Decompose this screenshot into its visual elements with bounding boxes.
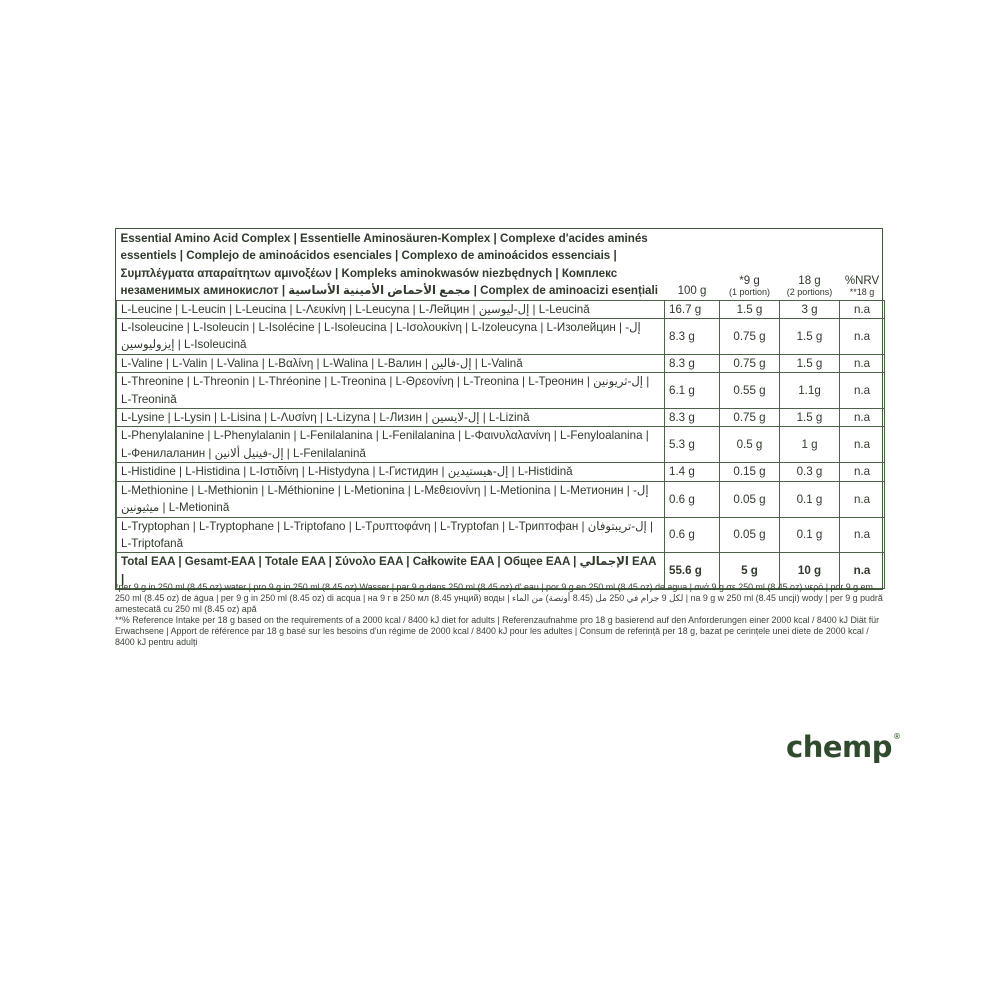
table-row — [117, 354, 885, 372]
table-row — [117, 319, 885, 355]
value-nrv: n.a — [840, 409, 885, 427]
table-row — [117, 427, 885, 463]
value-100g: 6.1 g — [665, 373, 720, 409]
header-100g: 100 g — [677, 284, 707, 297]
table-header-row — [117, 229, 885, 300]
value-100g: 5.3 g — [665, 427, 720, 463]
value-18g: 1.5 g — [780, 409, 840, 427]
amino-name: L-Threonine | L-Threonin | L-Thréonine | L-Treonina | L-Θρεονίνη | L-Treonina | L-Треонин | إل-ثريونين | L-Treonină — [117, 373, 665, 409]
total-9g: 5 g — [720, 553, 780, 589]
amino-name: L-Leucine | L-Leucin | L-Leucina | L-Λευκίνη | L-Leucyna | L-Лейцин | إل-ليوسين | L-Leucină — [117, 300, 665, 318]
value-9g: 0.05 g — [720, 481, 780, 517]
value-9g: 0.5 g — [720, 427, 780, 463]
table-row — [117, 373, 885, 409]
value-nrv: n.a — [840, 427, 885, 463]
value-nrv: n.a — [840, 463, 885, 481]
value-nrv: n.a — [840, 481, 885, 517]
value-18g: 0.1 g — [780, 481, 840, 517]
value-100g: 8.3 g — [665, 354, 720, 372]
table-row — [117, 409, 885, 427]
total-18g: 10 g — [780, 553, 840, 589]
value-18g: 0.1 g — [780, 517, 840, 553]
value-18g: 1.5 g — [780, 319, 840, 355]
header-9g: *9 g (1 portion) — [728, 274, 771, 297]
amino-name: L-Valine | L-Valin | L-Valina | L-Βαλίνη | L-Walina | L-Валин | إل-فالين | L-Valină — [117, 354, 665, 372]
table-row — [117, 300, 885, 318]
registered-mark: ® — [892, 732, 901, 741]
value-18g: 1 g — [780, 427, 840, 463]
value-9g: 0.15 g — [720, 463, 780, 481]
header-18g: 18 g (2 portions) — [786, 274, 833, 297]
table-row — [117, 481, 885, 517]
footnote-portion: *per 9 g in 250 ml (8.45 oz) water | pro 9 g in 250 ml (8.45 oz) Wasser | par 9 g dans 250 ml (8.45 oz) d' eau | por 9 g en 250 ml (8.45 oz) de agua | ανά 9 g σε 250 ml (8.45 oz) νερό | por 9 g em 250 ml (8.45 oz) de água | per 9 g in 250 ml (8.45 oz) di acqua | на 9 г в 250 мл (8.45 унций) воды | لكل 9 جرام في 250 مل (8.45 أونصة) من الماء | na 9 g w 250 ml (8.45 uncji) wody | per 9 g pudră amestecată cu 250 ml (8.45 oz) apă — [115, 582, 883, 614]
amino-name: L-Tryptophan | L-Tryptophane | L-Triptofano | L-Τρυπτοφάνη | L-Tryptofan | L-Триптофан | إل-تريبتوفان | L-Triptofană — [117, 517, 665, 553]
brand-logo-text: chemp — [786, 730, 892, 764]
header-nrv: %NRV **18 g — [844, 274, 880, 297]
value-9g: 0.75 g — [720, 319, 780, 355]
value-nrv: n.a — [840, 373, 885, 409]
amino-name: L-Histidine | L-Histidina | L-Ιστιδίνη | L-Histydyna | L-Гистидин | إل-هيستيدين | L-Histidină — [117, 463, 665, 481]
amino-acid-table — [116, 229, 885, 589]
value-18g: 3 g — [780, 300, 840, 318]
value-9g: 0.05 g — [720, 517, 780, 553]
value-9g: 0.75 g — [720, 409, 780, 427]
value-18g: 1.1g — [780, 373, 840, 409]
value-100g: 0.6 g — [665, 517, 720, 553]
value-100g: 8.3 g — [665, 319, 720, 355]
value-9g: 1.5 g — [720, 300, 780, 318]
amino-acid-table-panel — [115, 228, 883, 590]
amino-name: L-Lysine | L-Lysin | L-Lisina | L-Λυσίνη | L-Lizyna | L-Лизин | إل-لايسين | L-Lizină — [117, 409, 665, 427]
value-nrv: n.a — [840, 319, 885, 355]
table-title: Essential Amino Acid Complex | Essentielle Aminosäuren-Komplex | Complexe d'acides aminés essentiels | Complejo de aminoácidos esenciales | Complexo de aminoácidos essenciais | Συμπλέγματα απαραίτητων αμινοξέων | Kompleks aminokwasów niezbędnych | Комплекс незаменимых аминокислот | مجمع الأحماض الأمينية الأساسية | Complex de aminoacizi esențiali — [120, 232, 658, 298]
value-100g: 8.3 g — [665, 409, 720, 427]
total-100g: 55.6 g — [665, 553, 720, 589]
value-18g: 0.3 g — [780, 463, 840, 481]
amino-name: L-Methionine | L-Methionin | L-Méthionine | L-Metionina | L-Μεθειονίνη | L-Metionina | L-Метионин | إل-ميثيونين | L-Metionină — [117, 481, 665, 517]
table-row — [117, 463, 885, 481]
footnote-reference: **% Reference Intake per 18 g based on the requirements of a 2000 kcal / 8400 kJ diet for adults | Referenzaufnahme pro 18 g basierend auf den Anforderungen einer 2000 kcal / 8400 kJ Diät für Erwachsene | Apport de référence par 18 g basé sur les besoins d'un régime de 2000 kcal / 8400 kJ pour les adultes | Consum de referință per 18 g, bazat pe cerințele unei diete de 2000 kcal / 8400 kJ pentru adulți — [115, 615, 880, 647]
amino-name: L-Phenylalanine | L-Phenylalanin | L-Fenilalanina | L-Fenilalanina | L-Φαινυλαλανίνη | L-Fenyloalanina | L-Фенилаланин | إل-فينيل ألانين | L-Fenilalanină — [117, 427, 665, 463]
value-nrv: n.a — [840, 354, 885, 372]
value-nrv: n.a — [840, 517, 885, 553]
brand-logo — [786, 730, 899, 764]
value-100g: 0.6 g — [665, 481, 720, 517]
value-9g: 0.55 g — [720, 373, 780, 409]
value-18g: 1.5 g — [780, 354, 840, 372]
value-nrv: n.a — [840, 300, 885, 318]
table-row — [117, 517, 885, 553]
total-nrv: n.a — [840, 553, 885, 589]
amino-name: L-Isoleucine | L-Isoleucin | L-Isolécine | L-Isoleucina | L-Ισολουκίνη | L-Izoleucyna | L-Изолейцин | إل-إيزوليوسين | L-Isoleucină — [117, 319, 665, 355]
value-100g: 1.4 g — [665, 463, 720, 481]
footnotes — [115, 582, 887, 648]
value-100g: 16.7 g — [665, 300, 720, 318]
total-label: Total EAA | Gesamt-EAA | Totale EAA | Σύνολο EAA | Całkowite EAA | Общее EAA | الإجمالي EAA | — [117, 553, 665, 589]
value-9g: 0.75 g — [720, 354, 780, 372]
